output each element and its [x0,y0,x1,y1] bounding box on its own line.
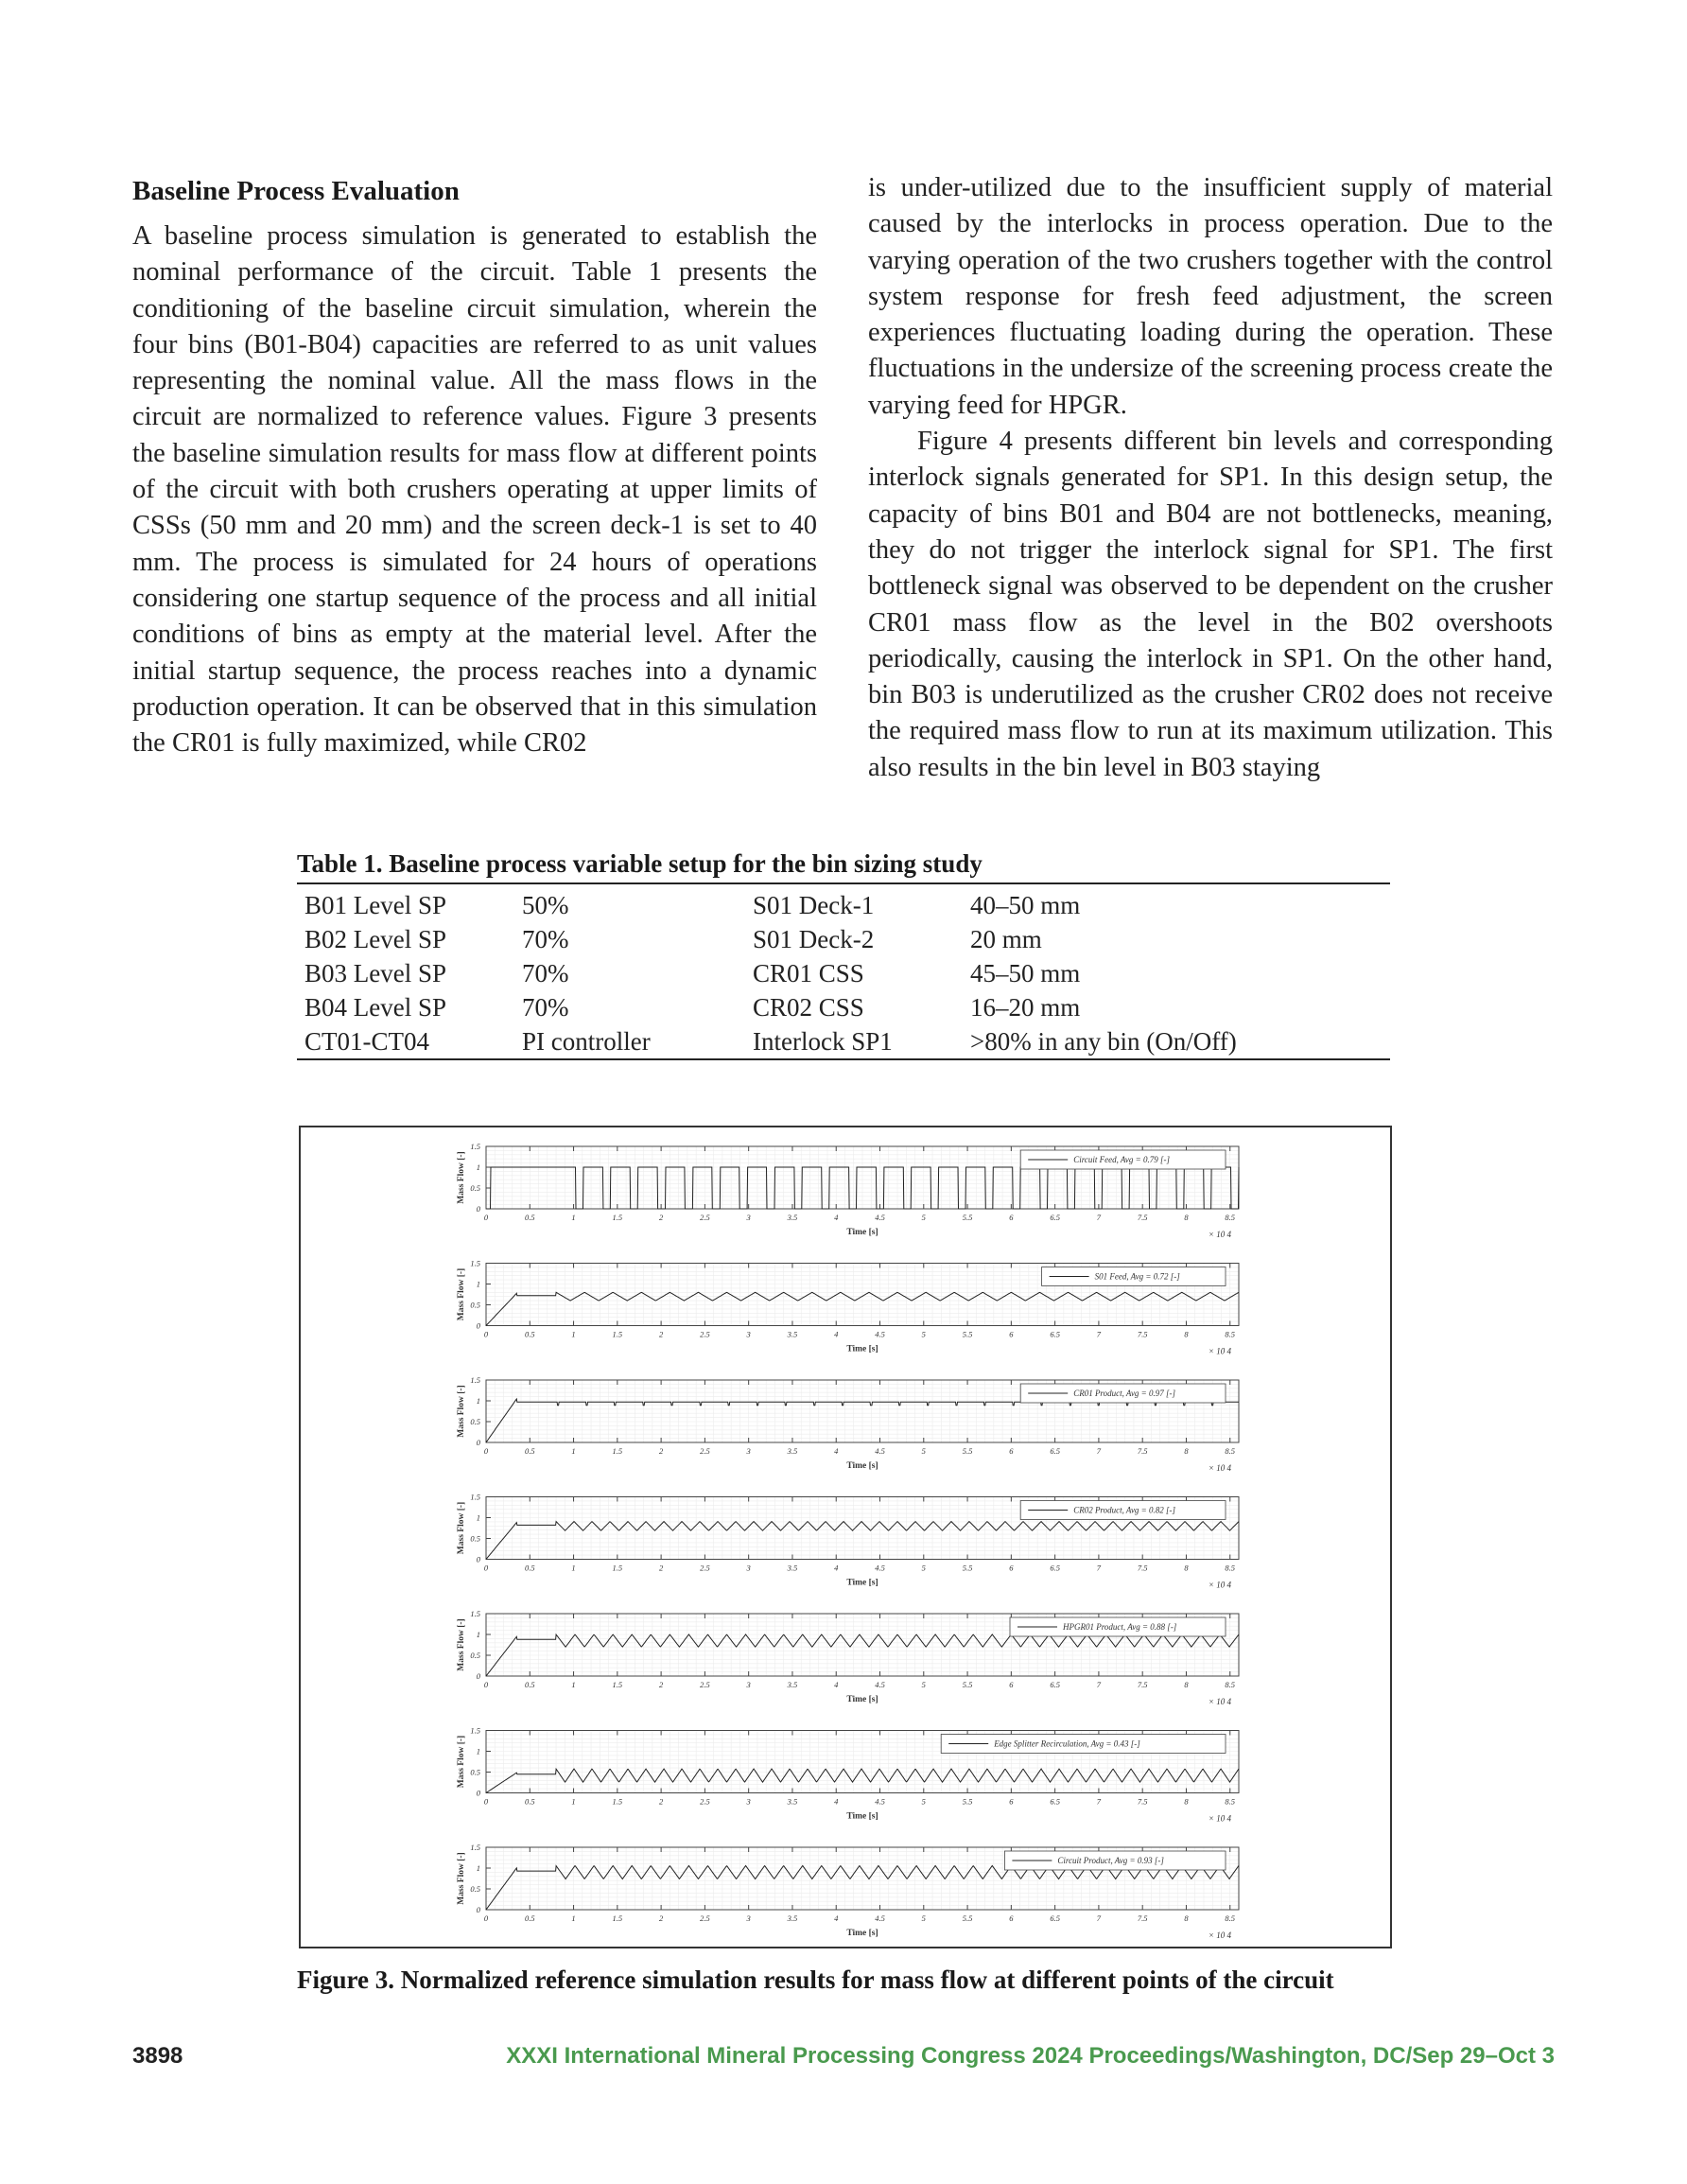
body-paragraph: is under-utilized due to the insufficient supply of material caused by the interlocks in process operation. Due to the varying operation of the two crushers together with the control system response for fresh feed adjustment, the screen experiences fluctuating loading during the operation. These fluctuations in the undersize of the screening process create the varying feed for HPGR. [868,173,1553,420]
x-tick-label: 0 [483,1446,489,1456]
x-tick-label: 6 [1009,1563,1014,1573]
x-tick-label: 4 [834,1913,839,1923]
x-tick-label: 5.5 [962,1446,973,1456]
x-tick-label: 6 [1009,1680,1014,1689]
x-tick-label: 1.5 [612,1213,623,1222]
table-cell: 20 mm [970,924,1042,953]
table-cell: B02 Level SP [304,924,447,953]
x-tick-label: 6.5 [1050,1446,1060,1456]
x-tick-label: 0.5 [524,1913,535,1923]
y-tick-label: 1 [476,1396,480,1406]
table-cell: 70% [522,924,569,953]
x-tick-label: 3.5 [787,1563,798,1573]
x-tick-label: 5.5 [962,1213,973,1222]
y-tick-label: 1.5 [470,1258,480,1268]
legend-label: Circuit Product, Avg = 0.93 [-] [1057,1856,1164,1865]
table-caption: Table 1. Baseline process variable setup for the bin sizing study [297,849,1390,884]
x-tick-label: 8 [1184,1329,1189,1339]
y-tick-label: 0 [476,1320,480,1331]
x-tick-label: 7.5 [1137,1329,1148,1339]
x-tick-label: 7 [1096,1329,1102,1339]
table-cell: B01 Level SP [304,890,447,919]
x-tick-label: 1 [571,1446,576,1456]
x-tick-label: 5 [921,1680,926,1689]
legend-label: Edge Splitter Recirculation, Avg = 0.43 [-] [994,1738,1140,1749]
x-tick-label: 1 [571,1213,576,1222]
x-tick-label: 4 [834,1213,839,1222]
table-cell: 16–20 mm [970,992,1081,1022]
y-tick-label: 0 [476,1788,480,1798]
x-multiplier-label: × 10 4 [1208,1346,1231,1356]
x-tick-label: 2.5 [700,1213,710,1222]
x-tick-label: 7 [1096,1446,1102,1456]
table-cell: S01 Deck-2 [753,924,875,953]
x-tick-label: 5 [921,1213,926,1222]
y-tick-label: 0 [476,1554,480,1564]
y-tick-label: 0.5 [470,1300,480,1310]
table-cell: CR01 CSS [753,958,864,987]
x-tick-label: 4 [834,1329,839,1339]
x-tick-label: 7 [1096,1563,1102,1573]
x-tick-label: 4.5 [875,1913,885,1923]
x-tick-label: 3.5 [787,1329,798,1339]
x-tick-label: 0.5 [524,1446,535,1456]
y-axis-label: Mass Flow [-] [457,1618,466,1671]
x-tick-label: 0.5 [524,1213,535,1222]
y-axis-label: Mass Flow [-] [457,1267,466,1321]
table-cell: S01 Deck-1 [753,890,875,919]
table-cell: 70% [522,992,569,1022]
body-paragraph: Figure 4 presents different bin levels and corresponding interlock signals generated for SP1. In this design setup, the capacity of bins B01 and B04 are not bottlenecks, meaning, they do not trigger the interlock signal for SP1. The first bottleneck signal was observed to be dependent on the crusher CR01 mass flow as the level in the B02 overshoots periodically, causing the interlock in SP1. On the other hand, bin B03 is underutilized as the crusher CR02 does not receive the required mass flow to run at its maximum utilization. This also results in the bin level in B03 staying [868,427,1553,782]
table-row [297,884,1390,922]
y-tick-label: 1.5 [470,1609,480,1618]
y-tick-label: 0.5 [470,1884,480,1894]
x-multiplier-label: × 10 4 [1208,1697,1231,1706]
x-tick-label: 5.5 [962,1796,973,1807]
x-tick-label: 6 [1009,1913,1014,1923]
x-tick-label: 2.5 [700,1796,710,1807]
y-axis-label: Mass Flow [-] [457,1735,466,1789]
x-axis-label: Time [s] [846,1929,878,1938]
x-tick-label: 6.5 [1050,1680,1060,1689]
x-tick-label: 4 [834,1563,839,1573]
y-axis-label: Mass Flow [-] [457,1501,466,1555]
y-tick-label: 1.5 [470,1725,480,1736]
x-tick-label: 3 [746,1329,751,1339]
x-tick-label: 0.5 [524,1329,535,1339]
x-tick-label: 8 [1184,1213,1189,1222]
x-tick-label: 7.5 [1137,1446,1148,1456]
x-tick-label: 2 [658,1913,664,1923]
x-tick-label: 5.5 [962,1329,973,1339]
x-tick-label: 2 [658,1796,664,1807]
figure-caption: Figure 3. Normalized reference simulation results for mass flow at different points of the circuit [297,1966,1334,1994]
x-tick-label: 7.5 [1137,1213,1148,1222]
x-tick-label: 6.5 [1050,1796,1060,1807]
x-tick-label: 8 [1184,1563,1189,1573]
x-tick-label: 0 [483,1913,489,1923]
x-tick-label: 7 [1096,1680,1102,1689]
x-tick-label: 6 [1009,1446,1014,1456]
x-tick-label: 0 [483,1680,489,1689]
x-tick-label: 1 [571,1913,576,1923]
x-tick-label: 3.5 [787,1446,798,1456]
x-tick-label: 8.5 [1225,1563,1236,1573]
x-tick-label: 3 [746,1446,751,1456]
x-tick-label: 7.5 [1137,1563,1148,1573]
y-tick-label: 0 [476,1438,480,1447]
x-tick-label: 1.5 [612,1796,623,1807]
x-multiplier-label: × 10 4 [1208,1813,1231,1824]
x-tick-label: 5 [921,1446,926,1456]
x-tick-label: 7.5 [1137,1680,1148,1689]
x-axis-label: Time [s] [846,1578,878,1588]
x-tick-label: 0.5 [524,1680,535,1689]
legend-label: S01 Feed, Avg = 0.72 [-] [1094,1271,1180,1282]
x-tick-label: 2 [658,1680,664,1689]
x-tick-label: 0 [483,1213,489,1222]
x-tick-label: 5 [921,1329,926,1339]
x-multiplier-label: × 10 4 [1208,1580,1231,1590]
x-tick-label: 3.5 [787,1213,798,1222]
x-tick-label: 2.5 [700,1680,710,1689]
x-tick-label: 4.5 [875,1213,885,1222]
x-tick-label: 2.5 [700,1446,710,1456]
x-tick-label: 5 [921,1563,926,1573]
table-cell: 40–50 mm [970,890,1081,919]
table-cell: CT01-CT04 [304,1026,429,1056]
x-tick-label: 4.5 [875,1329,885,1339]
x-tick-label: 2.5 [700,1563,710,1573]
table-cell: >80% in any bin (On/Off) [970,1026,1237,1056]
y-tick-label: 1.5 [470,1375,480,1385]
x-tick-label: 5.5 [962,1680,973,1689]
x-tick-label: 5.5 [962,1563,973,1573]
x-tick-label: 5 [921,1796,926,1807]
x-tick-label: 1 [571,1563,576,1573]
table-row [297,922,1390,956]
y-tick-label: 0.5 [470,1183,480,1193]
legend-label: HPGR01 Product, Avg = 0.88 [-] [1063,1622,1177,1632]
legend-label: CR01 Product, Avg = 0.97 [-] [1073,1389,1176,1398]
x-axis-label: Time [s] [846,1461,878,1471]
x-tick-label: 7 [1096,1213,1102,1222]
x-axis-label: Time [s] [846,1695,878,1704]
x-tick-label: 1.5 [612,1680,623,1689]
x-tick-label: 8.5 [1225,1329,1236,1339]
x-tick-label: 4.5 [875,1563,885,1573]
x-tick-label: 4.5 [875,1446,885,1456]
x-tick-label: 1.5 [612,1563,623,1573]
x-tick-label: 2 [658,1446,664,1456]
x-tick-label: 6 [1009,1213,1014,1222]
table-cell: B04 Level SP [304,992,447,1022]
x-tick-label: 8 [1184,1913,1189,1923]
x-tick-label: 8.5 [1225,1446,1236,1456]
x-tick-label: 4.5 [875,1796,885,1807]
y-tick-label: 0 [476,1905,480,1914]
setup-table [297,884,1390,1060]
x-tick-label: 6.5 [1050,1563,1060,1573]
x-tick-label: 6.5 [1050,1913,1060,1923]
x-tick-label: 3 [746,1680,751,1689]
x-tick-label: 1 [571,1680,576,1689]
table-row [297,990,1390,1024]
y-tick-label: 0.5 [470,1533,480,1544]
y-tick-label: 0.5 [470,1651,480,1660]
x-tick-label: 6.5 [1050,1213,1060,1222]
y-tick-label: 0 [476,1671,480,1681]
x-multiplier-label: × 10 4 [1208,1463,1231,1473]
table-cell: 70% [522,958,569,987]
x-tick-label: 3.5 [787,1913,798,1923]
y-tick-label: 1 [476,1512,480,1523]
x-tick-label: 8 [1184,1796,1189,1807]
x-tick-label: 8.5 [1225,1213,1236,1222]
x-tick-label: 0.5 [524,1796,535,1807]
y-tick-label: 0.5 [470,1767,480,1777]
table-cell: Interlock SP1 [753,1026,893,1056]
page-number: 3898 [132,2043,183,2069]
x-tick-label: 4 [834,1680,839,1689]
x-tick-label: 0 [483,1563,489,1573]
x-tick-label: 7.5 [1137,1913,1148,1923]
x-tick-label: 7 [1096,1796,1102,1807]
table-row [297,1024,1390,1059]
y-tick-label: 1 [476,1863,480,1873]
table-row [297,956,1390,990]
x-tick-label: 1 [571,1329,576,1339]
y-tick-label: 1.5 [470,1492,480,1502]
x-tick-label: 6 [1009,1329,1014,1339]
x-tick-label: 1 [571,1796,576,1807]
x-tick-label: 3 [746,1913,751,1923]
x-tick-label: 7 [1096,1913,1102,1923]
x-tick-label: 3 [746,1796,751,1807]
table-1 [297,849,1390,1060]
x-tick-label: 2.5 [700,1329,710,1339]
x-tick-label: 8 [1184,1446,1189,1456]
y-axis-label: Mass Flow [-] [457,1385,466,1438]
x-axis-label: Time [s] [846,1344,878,1354]
x-tick-label: 2 [658,1213,664,1222]
x-tick-label: 0 [483,1796,489,1807]
y-tick-label: 1 [476,1746,480,1756]
x-tick-label: 3.5 [787,1680,798,1689]
x-tick-label: 8 [1184,1680,1189,1689]
x-tick-label: 2 [658,1329,664,1339]
x-tick-label: 2.5 [700,1913,710,1923]
x-tick-label: 1.5 [612,1446,623,1456]
y-tick-label: 1.5 [470,1142,480,1151]
figure-3 [299,1126,1392,1948]
x-tick-label: 4 [834,1796,839,1807]
y-tick-label: 1 [476,1279,480,1289]
left-column [132,170,817,761]
mass-flow-chart [301,1127,1390,1947]
y-axis-label: Mass Flow [-] [457,1151,466,1204]
x-tick-label: 6.5 [1050,1329,1060,1339]
x-multiplier-label: × 10 4 [1208,1931,1231,1940]
table-cell: 45–50 mm [970,958,1081,987]
x-tick-label: 6 [1009,1796,1014,1807]
y-tick-label: 0.5 [470,1417,480,1426]
body-paragraph: A baseline process simulation is generated to establish the nominal performance of the circuit. Table 1 presents the conditioning of the baseline circuit simulation, wherein the four bins (B01-B04) capacities are referred to as unit values representing the nominal value. All the mass flows in the circuit are normalized to reference values. Figure 3 presents the baseline simulation results for mass flow at different points of the circuit with both crushers operating at upper limits of CSSs (50 mm and 20 mm) and the screen deck-1 is set to 40 mm. The process is simulated for 24 hours of operations considering one startup sequence of the process and all initial conditions of bins as empty at the material level. After the initial startup sequence, the process reaches into a dynamic production operation. It can be observed that in this simulation the CR01 is fully maximized, while CR02 [132,221,817,759]
y-tick-label: 1.5 [470,1843,480,1852]
y-tick-label: 1 [476,1162,480,1172]
table-cell: CR02 CSS [753,992,864,1022]
table-cell: PI controller [522,1026,651,1056]
x-axis-label: Time [s] [846,1228,878,1237]
x-axis-label: Time [s] [846,1811,878,1822]
section-heading: Baseline Process Evaluation [132,176,460,206]
x-tick-label: 5 [921,1913,926,1923]
x-tick-label: 3 [746,1563,751,1573]
y-tick-label: 0 [476,1204,480,1214]
x-tick-label: 0.5 [524,1563,535,1573]
x-tick-label: 3.5 [787,1796,798,1807]
x-tick-label: 4 [834,1446,839,1456]
x-tick-label: 3 [746,1213,751,1222]
x-multiplier-label: × 10 4 [1208,1230,1231,1239]
x-tick-label: 5.5 [962,1913,973,1923]
x-tick-label: 8.5 [1225,1680,1236,1689]
x-tick-label: 7.5 [1137,1796,1148,1807]
proceedings-footer: XXXI International Mineral Processing Congress 2024 Proceedings/Washington, DC/Sep 29–Oct 3 [506,2043,1555,2069]
x-tick-label: 4.5 [875,1680,885,1689]
x-tick-label: 1.5 [612,1329,623,1339]
right-column [868,170,1553,786]
x-tick-label: 8.5 [1225,1796,1236,1807]
legend-label: CR02 Product, Avg = 0.82 [-] [1073,1505,1176,1515]
x-tick-label: 8.5 [1225,1913,1236,1923]
x-tick-label: 0 [483,1329,489,1339]
y-axis-label: Mass Flow [-] [457,1852,466,1905]
legend-label: Circuit Feed, Avg = 0.79 [-] [1073,1155,1171,1164]
x-tick-label: 2 [658,1563,664,1573]
table-cell: 50% [522,890,569,919]
table-cell: B03 Level SP [304,958,447,987]
x-tick-label: 1.5 [612,1913,623,1923]
y-tick-label: 1 [476,1630,480,1639]
